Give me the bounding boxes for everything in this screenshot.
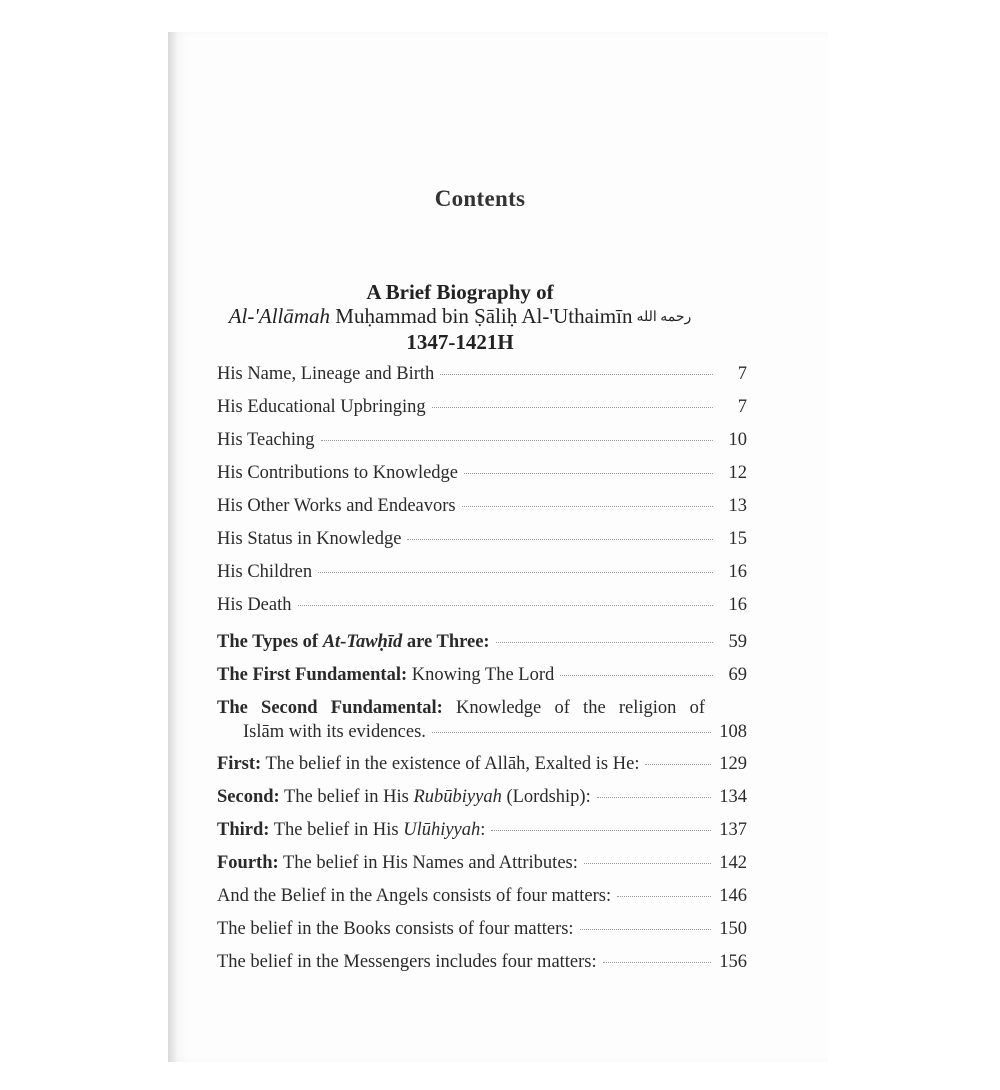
toc-italic-term: At-Tawḥīd (322, 632, 403, 652)
toc-bold-part: are Three: (402, 632, 490, 652)
toc-entry-line1 (217, 696, 705, 720)
toc-entry-belief-first[interactable] (217, 752, 747, 785)
dot-leader (584, 863, 711, 864)
dot-leader (318, 572, 713, 573)
toc-entry-label (217, 663, 554, 687)
toc-entry-label (217, 752, 639, 776)
toc-entry-page: 16 (728, 595, 747, 615)
toc-entry-line2 (217, 720, 747, 744)
dot-leader (440, 374, 713, 375)
biography-heading-line1: A Brief Biography of (366, 280, 554, 304)
toc-entry[interactable] (217, 395, 747, 428)
toc-entry-page: 7 (737, 397, 747, 417)
dot-leader (496, 642, 713, 643)
toc-bold-part: First: (217, 754, 262, 774)
toc-entry-label: The belief in the Messengers includes four matters: (217, 952, 597, 972)
dot-leader (617, 896, 711, 897)
dot-leader (462, 506, 713, 507)
toc-entry-belief-second[interactable] (217, 785, 747, 818)
biography-heading-line2 (0, 304, 920, 330)
toc-entry-label: His Death (217, 595, 292, 615)
toc-entry-label: His Name, Lineage and Birth (217, 364, 435, 384)
toc-entry[interactable] (217, 560, 747, 593)
toc-entry-rest: The belief in His (269, 820, 404, 840)
toc-entry-second-fundamental[interactable] (217, 696, 747, 744)
toc-entry[interactable] (217, 428, 747, 461)
toc-entry-page: 13 (728, 496, 747, 516)
toc-entry-page: 59 (728, 632, 747, 652)
toc-italic-term: Rubūbiyyah (413, 787, 502, 807)
biography-heading-name: Muḥammad bin Ṣāliḥ Al-'Uthaimīn (330, 304, 633, 328)
toc-entry-label (217, 818, 485, 842)
dot-leader (432, 732, 711, 733)
toc-entry-label: His Status in Knowledge (217, 529, 402, 549)
toc-entry-label: His Children (217, 562, 313, 582)
toc-entry-label: His Educational Upbringing (217, 397, 426, 417)
toc-entry-page: 10 (728, 430, 747, 450)
toc-entry-page: 150 (719, 919, 747, 939)
dot-leader (321, 440, 713, 441)
toc-bold-part: The Second Fundamental: (217, 698, 443, 718)
toc-entry[interactable] (217, 527, 747, 560)
toc-entry[interactable] (217, 884, 747, 917)
dot-leader (580, 929, 712, 930)
toc-entry-belief-third[interactable] (217, 818, 747, 851)
dot-leader (432, 407, 713, 408)
toc-entry-page: 156 (719, 952, 747, 972)
toc-entry-page: 16 (728, 562, 747, 582)
toc-entry-rest: The belief in His (279, 787, 414, 807)
dot-leader (603, 962, 712, 963)
toc-entry-tawhid[interactable] (217, 630, 747, 663)
toc-entry-first-fundamental[interactable] (217, 663, 747, 696)
toc-entry-page: 15 (728, 529, 747, 549)
page-title: Contents (434, 186, 526, 211)
toc-entry[interactable] (217, 950, 747, 983)
toc-bold-part: Fourth: (217, 853, 279, 873)
toc-entry[interactable] (217, 494, 747, 527)
toc-entry[interactable] (217, 461, 747, 494)
toc-entry-rest: : (480, 820, 486, 840)
toc-entry-label: His Other Works and Endeavors (217, 496, 456, 516)
toc-entry-page: 7 (737, 364, 747, 384)
toc-entry-label (217, 785, 591, 809)
toc-entry-page: 108 (719, 722, 747, 742)
biography-heading (0, 280, 920, 354)
toc-entry-page: 69 (728, 665, 747, 685)
toc-entry[interactable] (217, 362, 747, 395)
toc-entry-rest: The belief in His Names and Attributes: (278, 853, 578, 873)
toc-entry-label: The belief in the Books consists of four matters: (217, 919, 574, 939)
toc-bold-part: The Types of (217, 632, 323, 652)
dot-leader (407, 539, 713, 540)
dot-leader (597, 797, 712, 798)
toc-entry-label (217, 851, 578, 875)
dot-leader (464, 473, 713, 474)
toc-entry-page: 137 (719, 820, 747, 840)
toc-entry-rest: Knowledge of the religion of (442, 698, 705, 718)
toc-entry-page: 129 (719, 754, 747, 774)
dot-leader (298, 605, 714, 606)
biography-heading-honorific: Al-'Allāmah (228, 304, 331, 328)
dot-leader (491, 830, 711, 831)
toc-entry-page: 146 (719, 886, 747, 906)
toc-bold-part: Second: (217, 787, 280, 807)
honorific-seal-icon: رحمه الله (636, 310, 692, 326)
toc-entry-label: And the Belief in the Angels consists of four matters: (217, 886, 612, 906)
toc-entry[interactable] (217, 917, 747, 950)
biography-heading-years: 1347-1421H (406, 330, 514, 355)
toc-entry-page: 142 (719, 853, 747, 873)
dot-leader (560, 675, 713, 676)
toc-entry-rest: Knowing The Lord (407, 665, 555, 685)
dot-leader (645, 764, 711, 765)
toc-bold-part: The First Fundamental: (217, 665, 408, 685)
toc-bold-part: Third: (217, 820, 270, 840)
table-of-contents (217, 362, 747, 983)
toc-entry-rest: The belief in the existence of Allāh, Exalted is He: (261, 754, 640, 774)
toc-entry-label: Islām with its evidences. (243, 722, 426, 742)
toc-entry-page: 12 (728, 463, 747, 483)
toc-entry-label: His Teaching (217, 430, 315, 450)
toc-italic-term: Ulūhiyyah (403, 820, 481, 840)
toc-entry-page: 134 (719, 787, 747, 807)
toc-entry-label: His Contributions to Knowledge (217, 463, 459, 483)
toc-entry-belief-fourth[interactable] (217, 851, 747, 884)
toc-entry-label (217, 630, 490, 654)
toc-entry-rest: (Lordship): (501, 787, 591, 807)
toc-entry[interactable] (217, 593, 747, 626)
